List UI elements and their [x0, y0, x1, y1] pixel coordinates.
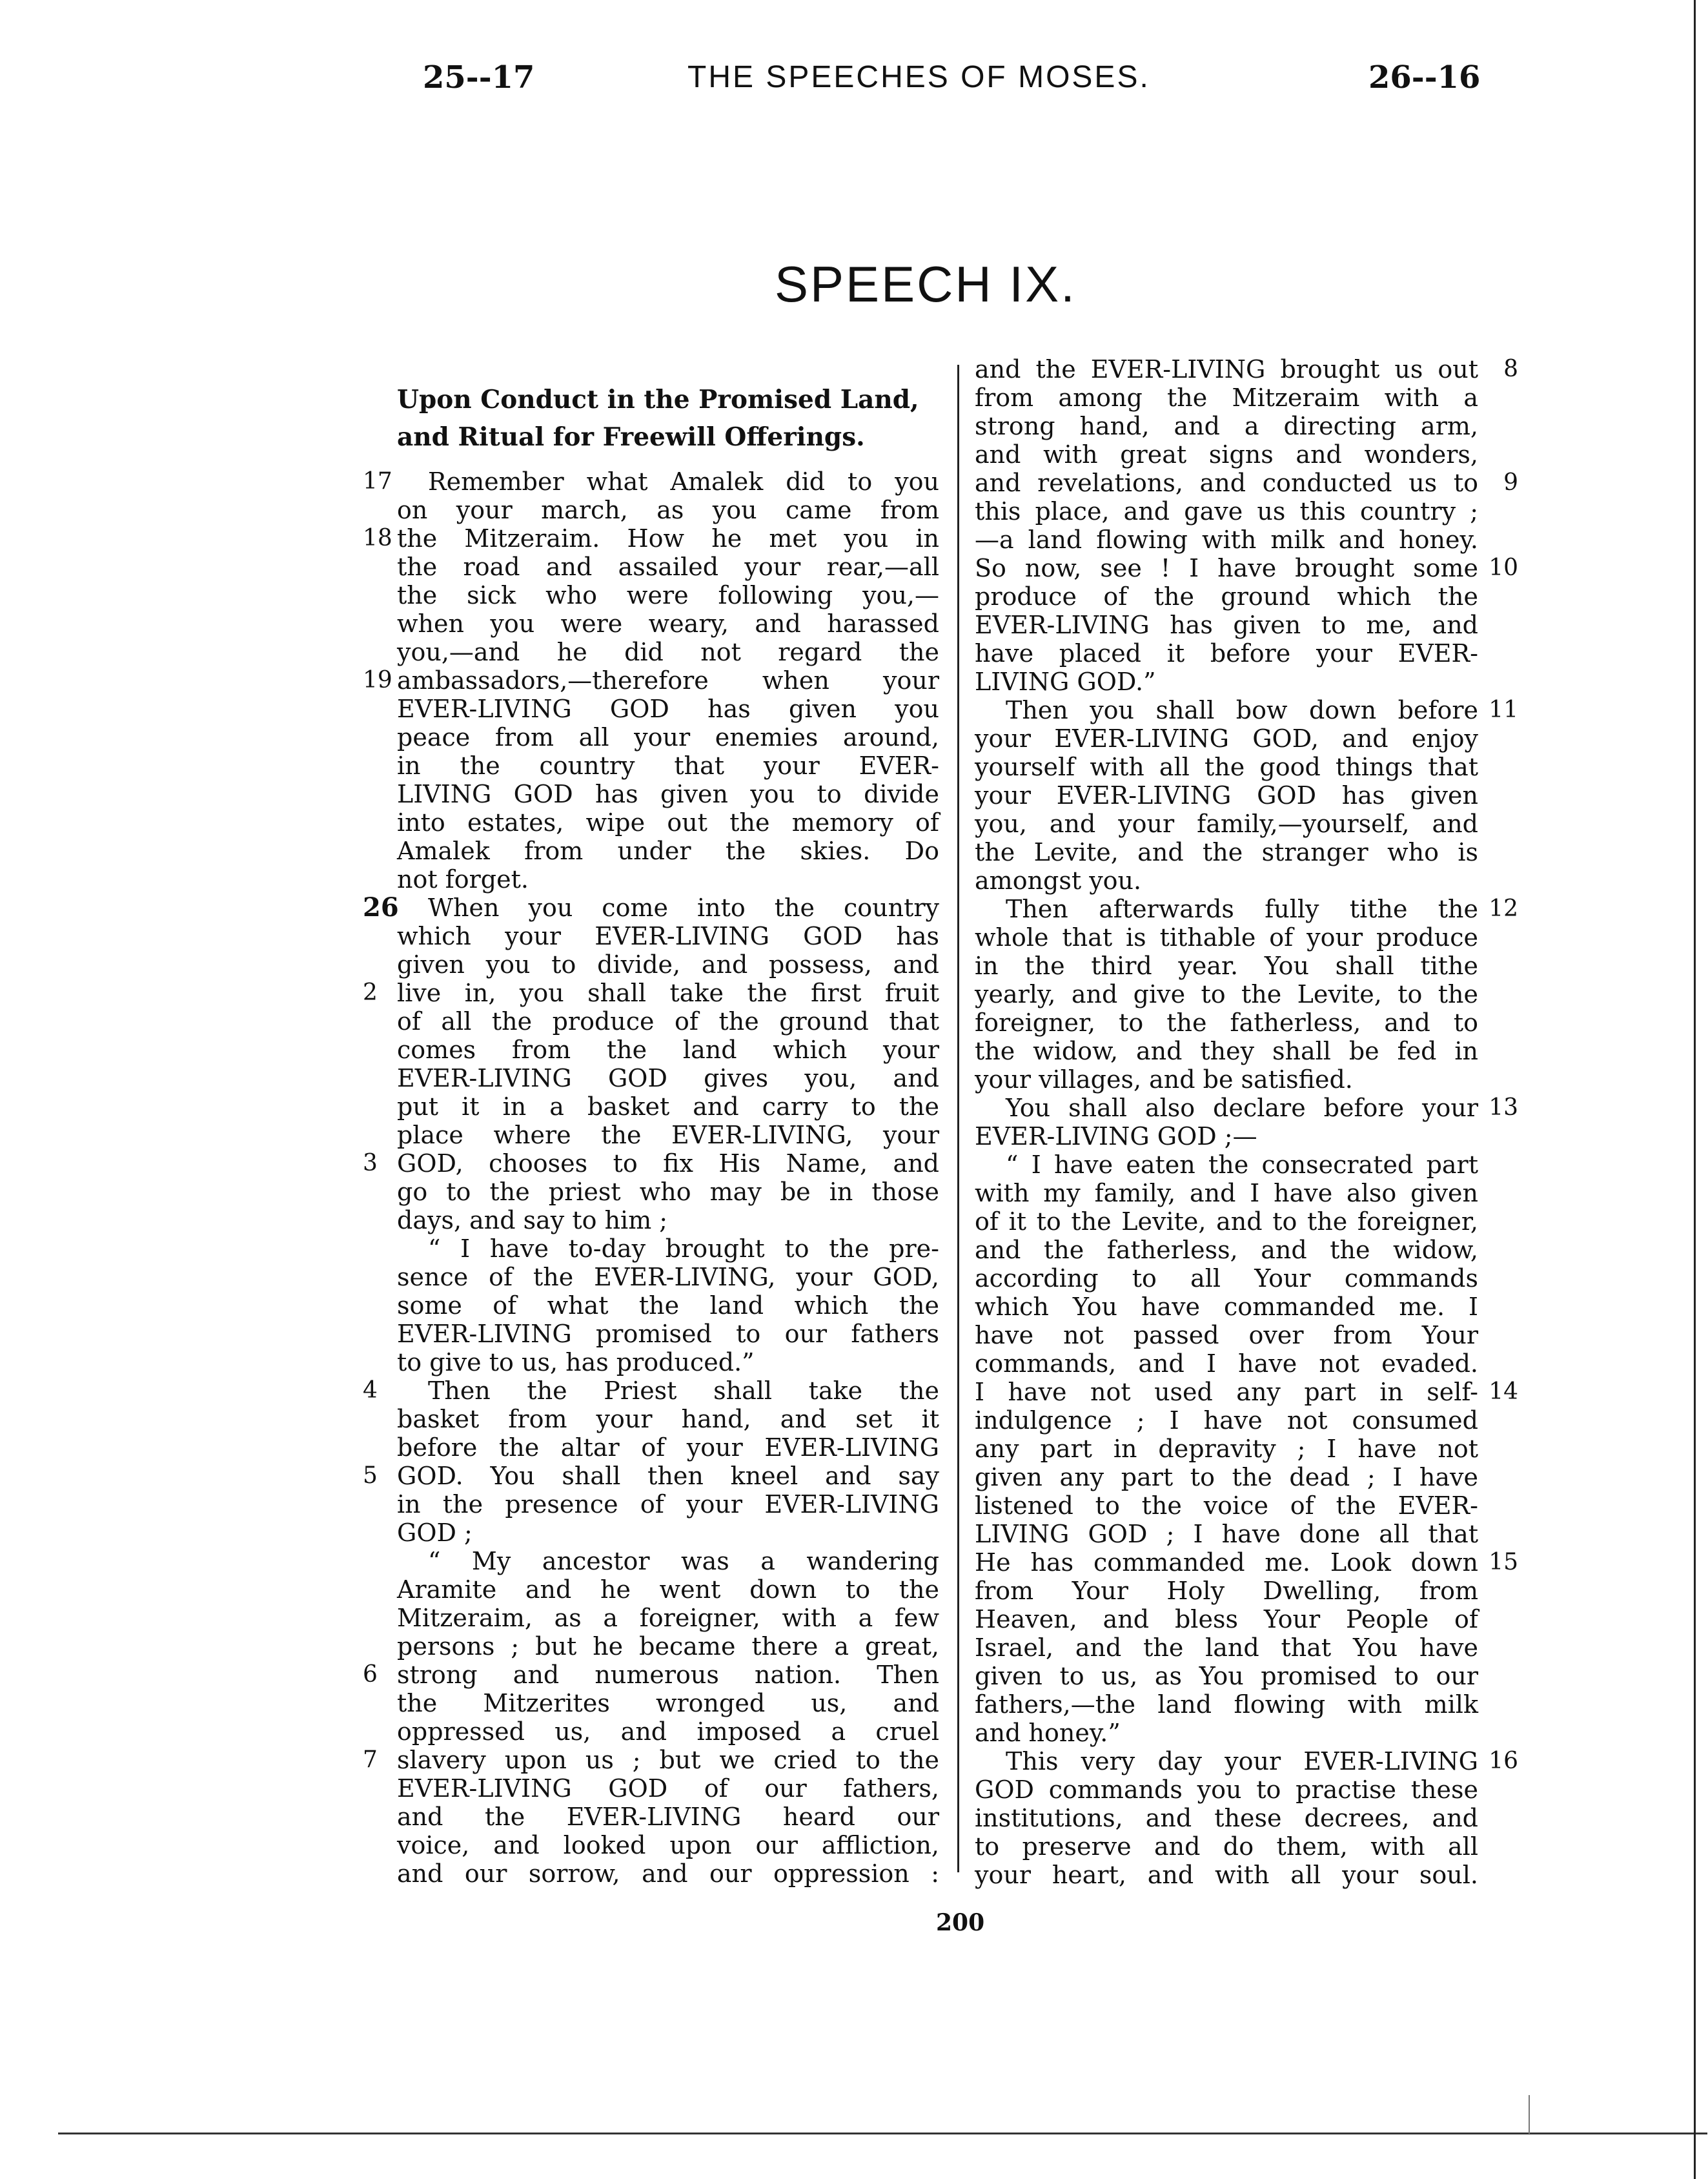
line-text: ambassadors,—therefore when your	[397, 666, 939, 695]
text-line	[397, 553, 939, 581]
text-line	[975, 838, 1478, 866]
line-text: Remember what Amalek did to you	[428, 467, 939, 496]
line-text: put it in a basket and carry to the	[397, 1092, 939, 1121]
text-line	[397, 1490, 939, 1519]
line-text: EVER-LIVING GOD of our fathers,	[397, 1774, 939, 1803]
text-line	[397, 1803, 939, 1831]
text-line	[975, 923, 1478, 952]
scan-mark	[1529, 2095, 1530, 2134]
text-line	[363, 1149, 939, 1178]
line-text: GOD commands you to practise these	[975, 1775, 1478, 1804]
text-line	[975, 1349, 1478, 1378]
verse-number: 11	[1489, 697, 1518, 723]
verse-number: 7	[363, 1746, 378, 1773]
line-text: produce of the ground which the	[975, 582, 1478, 611]
right-column	[975, 355, 1518, 1889]
text-line	[397, 1007, 939, 1036]
text-line	[975, 1747, 1518, 1775]
line-text: LIVING GOD.”	[975, 668, 1156, 696]
text-line	[975, 412, 1478, 440]
section-heading-line-1: Upon Conduct in the Promised Land,	[397, 385, 919, 414]
line-text: in the country that your EVER-	[397, 752, 939, 780]
line-text: this place, and gave us this country ;	[975, 497, 1478, 526]
line-text: live in, you shall take the first fruit	[397, 979, 939, 1007]
text-line	[397, 1774, 939, 1803]
text-line	[975, 1264, 1478, 1293]
line-text: the Mitzeraim. How he met you in	[397, 524, 939, 553]
line-text: and the EVER-LIVING heard our	[397, 1803, 939, 1831]
verse-number: 6	[363, 1661, 378, 1688]
line-text: Aramite and he went down to the	[397, 1575, 939, 1604]
bottom-rule	[58, 2133, 1707, 2134]
verse-number: 4	[363, 1377, 378, 1404]
text-line	[975, 866, 1478, 895]
line-text: from among the Mitzeraim with a	[975, 384, 1478, 412]
running-header	[0, 59, 1708, 105]
line-text: “ I have to-day brought to the pre-	[428, 1234, 939, 1263]
text-line	[975, 1633, 1478, 1662]
text-line	[363, 666, 939, 695]
text-line	[397, 1320, 939, 1348]
text-line	[397, 1689, 939, 1717]
text-line	[397, 1064, 939, 1092]
line-text: voice, and looked upon our affliction,	[397, 1831, 939, 1859]
text-line	[397, 752, 939, 780]
text-line	[397, 496, 939, 524]
column-divider	[957, 365, 959, 1872]
line-text: the widow, and they shall be fed in	[975, 1037, 1478, 1065]
header-title: THE SPEECHES OF MOSES.	[687, 60, 1150, 94]
line-text: the sick who were following you,—	[397, 581, 939, 609]
text-line	[397, 1234, 939, 1263]
text-line	[397, 1575, 939, 1604]
text-line	[397, 723, 939, 752]
line-text: into estates, wipe out the memory of	[397, 808, 939, 837]
line-text: “ My ancestor was a wandering	[428, 1547, 939, 1575]
text-line	[975, 639, 1478, 668]
verse-number: 16	[1489, 1748, 1518, 1774]
text-line	[975, 810, 1478, 838]
line-text: days, and say to him ;	[397, 1206, 668, 1234]
text-line	[975, 1122, 1478, 1151]
verse-number: 10	[1489, 555, 1518, 581]
line-text: EVER-LIVING promised to our fathers	[397, 1320, 939, 1348]
page-edge	[1694, 0, 1696, 2179]
line-text: your EVER-LIVING GOD has given	[975, 781, 1478, 810]
line-text: of all the produce of the ground that	[397, 1007, 939, 1036]
line-text: and our sorrow, and our oppression :	[397, 1859, 939, 1888]
text-line	[975, 952, 1478, 980]
verse-number: 18	[363, 525, 392, 551]
line-text: persons ; but he became there a great,	[397, 1632, 939, 1661]
header-right-reference: 26--16	[1368, 59, 1481, 96]
text-line	[975, 1037, 1478, 1065]
verse-number: 15	[1489, 1549, 1518, 1575]
text-line	[975, 1832, 1478, 1861]
line-text: GOD, chooses to fix His Name, and	[397, 1149, 939, 1178]
line-text: LIVING GOD has given you to divide	[397, 780, 939, 808]
text-line	[397, 1206, 939, 1234]
text-line	[363, 1462, 939, 1490]
line-text: EVER-LIVING GOD has given you	[397, 695, 939, 723]
text-line	[363, 1376, 939, 1405]
line-text: He has commanded me. Look down	[975, 1548, 1478, 1577]
line-text: which You have commanded me. I	[975, 1293, 1478, 1321]
line-text: not forget.	[397, 865, 529, 894]
line-text: amongst you.	[975, 866, 1142, 895]
line-text: the Mitzerites wronged us, and	[397, 1689, 939, 1717]
text-line	[975, 1690, 1478, 1719]
line-text: some of what the land which the	[397, 1291, 939, 1320]
line-text: LIVING GOD ; I have done all that	[975, 1520, 1478, 1548]
line-text: EVER-LIVING GOD ;—	[975, 1122, 1257, 1151]
text-line	[975, 1378, 1518, 1406]
section-heading-line-2: and Ritual for Freewill Offerings.	[397, 422, 865, 452]
line-text: I have not used any part in self-	[975, 1378, 1478, 1406]
header-left-reference: 25--17	[423, 59, 535, 96]
line-text: and the EVER-LIVING brought us out	[975, 355, 1478, 384]
text-line	[975, 526, 1478, 554]
line-text: comes from the land which your	[397, 1036, 939, 1064]
line-text: which your EVER-LIVING GOD has	[397, 922, 939, 950]
text-line	[975, 582, 1478, 611]
text-line	[397, 780, 939, 808]
line-text: commands, and I have not evaded.	[975, 1349, 1478, 1378]
verse-number: 9	[1503, 469, 1518, 496]
text-line	[397, 638, 939, 666]
text-line	[975, 1207, 1478, 1236]
text-line	[397, 1433, 939, 1462]
text-line	[397, 922, 939, 950]
text-line	[975, 696, 1518, 724]
text-line	[975, 1065, 1478, 1094]
line-text: given any part to the dead ; I have	[975, 1463, 1478, 1491]
line-text: have not passed over from Your	[975, 1321, 1478, 1349]
text-line	[363, 979, 939, 1007]
line-text: This very day your EVER-LIVING	[1006, 1747, 1478, 1775]
verse-number: 8	[1503, 356, 1518, 382]
line-text: GOD. You shall then kneel and say	[397, 1462, 939, 1490]
line-text: when you were weary, and harassed	[397, 609, 939, 638]
line-text: on your march, as you came from	[397, 496, 939, 524]
text-line	[975, 753, 1478, 781]
line-text: and with great signs and wonders,	[975, 440, 1478, 469]
line-text: strong and numerous nation. Then	[397, 1661, 939, 1689]
text-line	[975, 355, 1518, 384]
line-text: sence of the EVER-LIVING, your GOD,	[397, 1263, 939, 1291]
text-line	[975, 1094, 1518, 1122]
text-line	[975, 1775, 1478, 1804]
left-column	[363, 355, 939, 1888]
line-text: —a land flowing with milk and honey.	[975, 526, 1478, 554]
line-text: you,—and he did not regard the	[397, 638, 939, 666]
chapter-number: 26	[363, 892, 399, 923]
text-line	[975, 980, 1478, 1008]
line-text: your EVER-LIVING GOD, and enjoy	[975, 724, 1478, 753]
line-text: to preserve and do them, with all	[975, 1832, 1478, 1861]
line-text: peace from all your enemies around,	[397, 723, 939, 752]
line-text: you, and your family,—yourself, and	[975, 810, 1478, 838]
text-line	[975, 1008, 1478, 1037]
verse-number: 17	[363, 468, 392, 495]
text-line	[397, 1405, 939, 1433]
line-text: So now, see ! I have brought some	[975, 554, 1478, 582]
page-number: 200	[936, 1909, 985, 1936]
verse-number: 19	[363, 667, 392, 693]
text-line	[975, 895, 1518, 923]
text-line	[975, 497, 1478, 526]
text-line	[975, 554, 1518, 582]
line-text: fathers,—the land flowing with milk	[975, 1690, 1478, 1719]
text-line	[975, 724, 1478, 753]
text-line	[975, 469, 1518, 497]
text-line	[397, 1092, 939, 1121]
text-line	[397, 1519, 939, 1547]
line-text: “ I have eaten the consecrated part	[1006, 1151, 1478, 1179]
text-line	[397, 1036, 939, 1064]
text-line	[975, 1151, 1478, 1179]
line-text: and the fatherless, and the widow,	[975, 1236, 1478, 1264]
text-line	[397, 1632, 939, 1661]
line-text: You shall also declare before your	[1006, 1094, 1478, 1122]
line-text: go to the priest who may be in those	[397, 1178, 939, 1206]
line-text: and honey.”	[975, 1719, 1121, 1747]
text-line	[397, 1178, 939, 1206]
line-text: When you come into the country	[428, 894, 939, 922]
line-text: slavery upon us ; but we cried to the	[397, 1746, 939, 1774]
line-text: in the third year. You shall tithe	[975, 952, 1478, 980]
text-line	[975, 1861, 1478, 1889]
text-line	[397, 1291, 939, 1320]
verse-number: 12	[1489, 895, 1518, 922]
line-text: given to us, as You promised to our	[975, 1662, 1478, 1690]
text-line	[397, 865, 939, 894]
line-text: and revelations, and conducted us to	[975, 469, 1478, 497]
line-text: yearly, and give to the Levite, to the	[975, 980, 1478, 1008]
right-column-text	[975, 355, 1518, 1889]
line-text: foreigner, to the fatherless, and to	[975, 1008, 1478, 1037]
line-text: Then the Priest shall take the	[428, 1376, 939, 1405]
text-line	[975, 1179, 1478, 1207]
text-line	[975, 1236, 1478, 1264]
text-line	[397, 1717, 939, 1746]
line-text: with my family, and I have also given	[975, 1179, 1478, 1207]
text-line	[975, 1406, 1478, 1435]
text-line	[975, 1577, 1478, 1605]
text-line	[975, 1321, 1478, 1349]
verse-number: 3	[363, 1150, 378, 1176]
line-text: Then you shall bow down before	[1006, 696, 1478, 724]
text-line	[975, 1804, 1478, 1832]
line-text: Amalek from under the skies. Do	[397, 837, 939, 865]
left-column-text	[363, 467, 939, 1888]
line-text: according to all Your commands	[975, 1264, 1478, 1293]
text-line	[363, 892, 939, 923]
text-line	[397, 581, 939, 609]
text-line	[397, 1348, 939, 1376]
text-line	[397, 1831, 939, 1859]
text-line	[397, 808, 939, 837]
line-text: EVER-LIVING GOD gives you, and	[397, 1064, 939, 1092]
text-line	[975, 1435, 1478, 1463]
line-text: your heart, and with all your soul.	[975, 1861, 1478, 1889]
line-text: your villages, and be satisfied.	[975, 1065, 1353, 1094]
text-line	[397, 1547, 939, 1575]
text-line	[363, 524, 939, 553]
line-text: any part in depravity ; I have not	[975, 1435, 1478, 1463]
line-text: in the presence of your EVER-LIVING	[397, 1490, 939, 1519]
section-heading	[397, 381, 939, 456]
text-line	[397, 609, 939, 638]
text-line	[363, 467, 939, 496]
line-text: place where the EVER-LIVING, your	[397, 1121, 939, 1149]
text-line	[975, 1719, 1478, 1747]
text-line	[397, 837, 939, 865]
text-line	[975, 1605, 1478, 1633]
text-line	[975, 440, 1478, 469]
text-line	[397, 1604, 939, 1632]
line-text: indulgence ; I have not consumed	[975, 1406, 1478, 1435]
text-line	[975, 384, 1478, 412]
text-line	[397, 1263, 939, 1291]
line-text: the Levite, and the stranger who is	[975, 838, 1478, 866]
text-line	[975, 668, 1478, 696]
line-text: the road and assailed your rear,—all	[397, 553, 939, 581]
line-text: institutions, and these decrees, and	[975, 1804, 1478, 1832]
text-line	[975, 1491, 1478, 1520]
text-line	[397, 950, 939, 979]
line-text: Then afterwards fully tithe the	[1006, 895, 1478, 923]
line-text: Mitzeraim, as a foreigner, with a few	[397, 1604, 939, 1632]
line-text: EVER-LIVING has given to me, and	[975, 611, 1478, 639]
line-text: whole that is tithable of your produce	[975, 923, 1478, 952]
text-line	[363, 1746, 939, 1774]
line-text: oppressed us, and imposed a cruel	[397, 1717, 939, 1746]
text-line	[975, 1293, 1478, 1321]
line-text: GOD ;	[397, 1519, 473, 1547]
line-text: Heaven, and bless Your People of	[975, 1605, 1478, 1633]
line-text: to give to us, has produced.”	[397, 1348, 755, 1376]
line-text: strong hand, and a directing arm,	[975, 412, 1478, 440]
line-text: given you to divide, and possess, and	[397, 950, 939, 979]
line-text: yourself with all the good things that	[975, 753, 1478, 781]
speech-title: SPEECH IX.	[775, 256, 1077, 312]
text-line	[975, 781, 1478, 810]
line-text: of it to the Levite, and to the foreigner,	[975, 1207, 1478, 1236]
line-text: Israel, and the land that You have	[975, 1633, 1478, 1662]
text-line	[397, 1121, 939, 1149]
line-text: have placed it before your EVER-	[975, 639, 1478, 668]
line-text: basket from your hand, and set it	[397, 1405, 939, 1433]
text-line	[397, 1859, 939, 1888]
text-line	[975, 1520, 1478, 1548]
text-line	[975, 1463, 1478, 1491]
line-text: listened to the voice of the EVER-	[975, 1491, 1478, 1520]
text-line	[975, 1548, 1518, 1577]
verse-number: 13	[1489, 1094, 1518, 1121]
text-line	[397, 695, 939, 723]
text-line	[975, 1662, 1478, 1690]
line-text: from Your Holy Dwelling, from	[975, 1577, 1478, 1605]
line-text: before the altar of your EVER-LIVING	[397, 1433, 939, 1462]
text-line	[363, 1661, 939, 1689]
verse-number: 2	[363, 979, 378, 1006]
verse-number: 14	[1489, 1378, 1518, 1405]
verse-number: 5	[363, 1462, 378, 1489]
text-line	[975, 611, 1478, 639]
